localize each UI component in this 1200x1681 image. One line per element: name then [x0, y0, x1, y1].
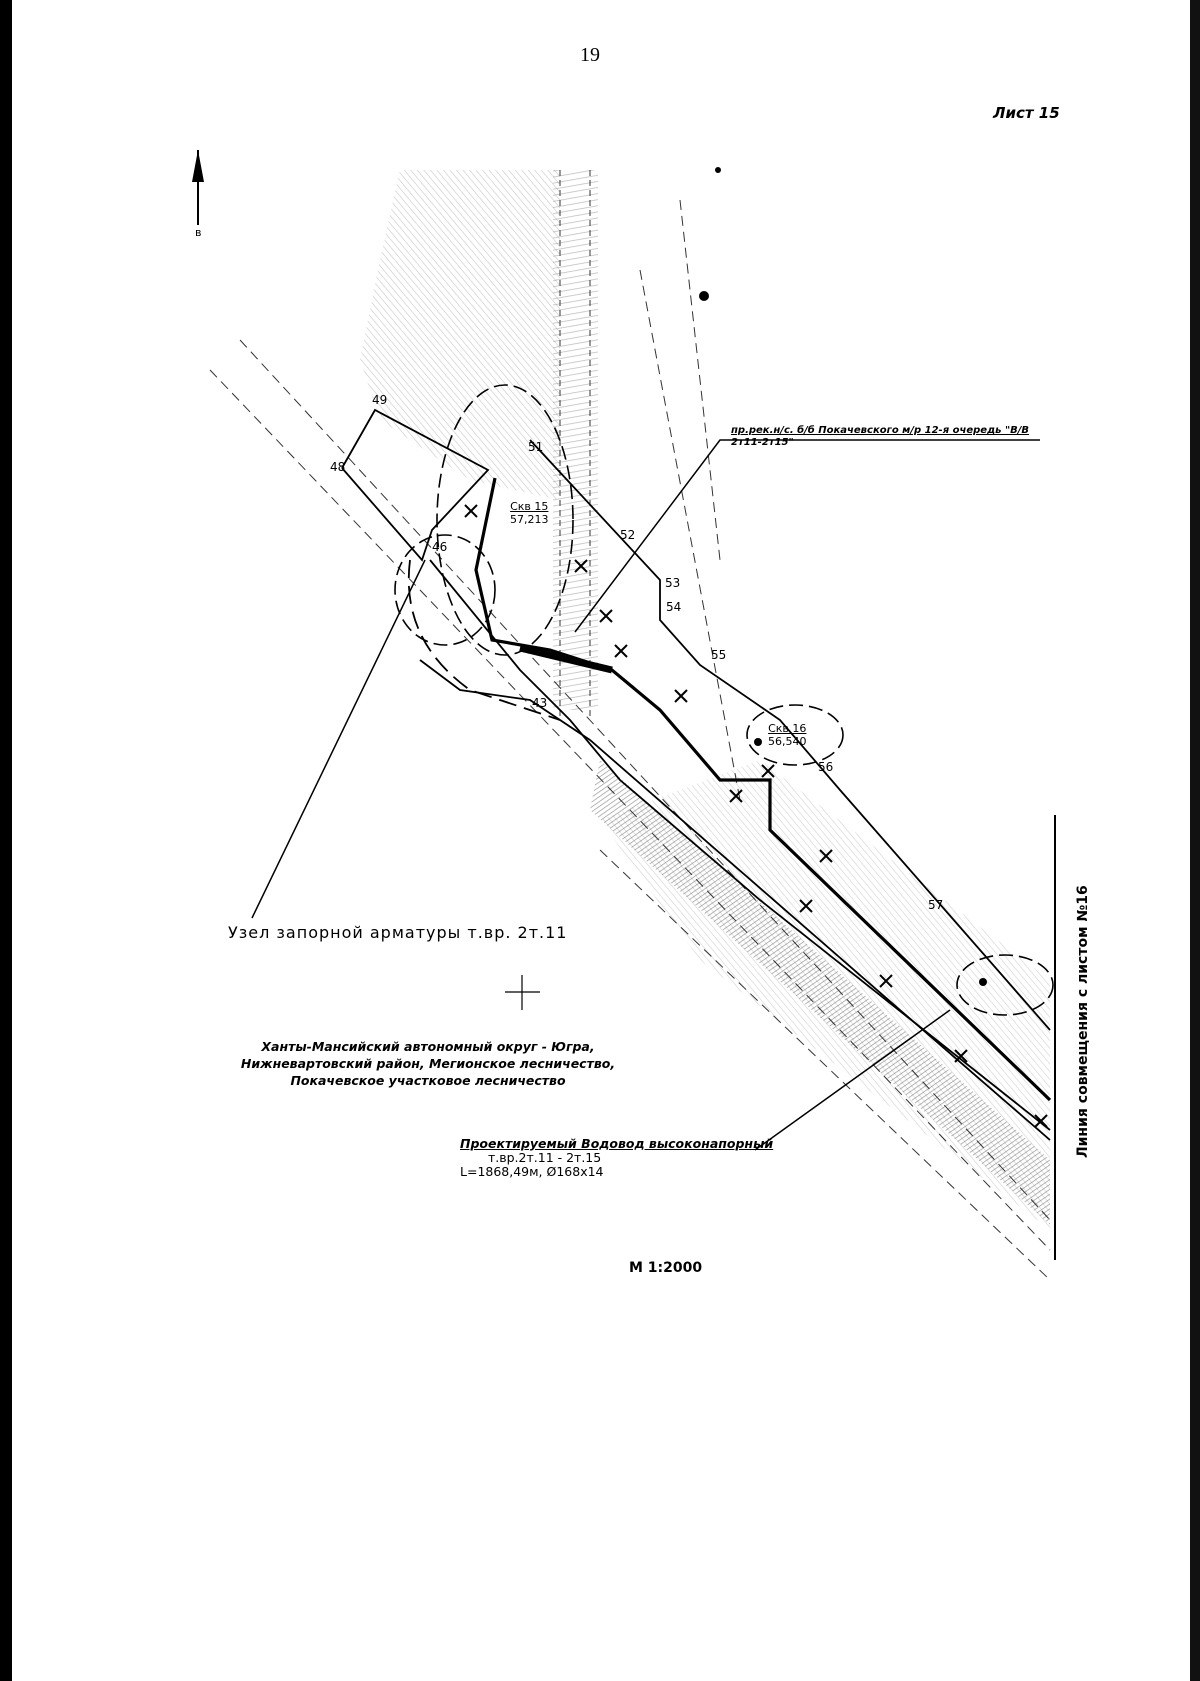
page-number: 19	[580, 44, 600, 66]
pipeline-segment: т.вр.2т.11 - 2т.15	[488, 1150, 602, 1165]
region-line: Нижневартовский район, Мегионское лесничество,	[240, 1056, 616, 1071]
svg-text:в: в	[195, 226, 202, 239]
sheet-label: Лист 15	[993, 104, 1060, 122]
point-label: 53	[665, 576, 681, 590]
pipeline-spec: L=1868,49м, Ø168х14	[460, 1164, 604, 1179]
point-label: 55	[711, 648, 727, 662]
well-name: Скв 16	[768, 722, 807, 735]
well-depth: 56,540	[768, 735, 807, 748]
region-description	[238, 1038, 618, 1089]
crosshair-marker	[505, 975, 540, 1010]
valve-node-label: Узел запорной арматуры т.вр. 2т.11	[228, 923, 568, 942]
production-line-title: пр.рек.н/с. б/б Покачевского м/р 12-я очередь "В/В	[731, 425, 1030, 436]
point-label: 49	[372, 393, 388, 407]
region-line: Ханты-Мансийский автономный округ - Югра,	[261, 1039, 595, 1054]
north-arrow-icon	[192, 150, 204, 239]
pipeline-legend	[460, 1137, 773, 1179]
point-label: 46	[432, 540, 448, 554]
point-label: 56	[818, 760, 834, 774]
point-label: 48	[330, 460, 346, 474]
point-label: 54	[666, 600, 682, 614]
scale-label: М 1:2000	[629, 1260, 703, 1276]
match-line-label: Линия совмещения с листом №16	[1075, 885, 1091, 1158]
production-line-label	[731, 425, 1029, 449]
production-line-sub: 2т11-2т15"	[731, 437, 794, 448]
well-depth: 57,213	[510, 513, 549, 526]
well-label	[768, 722, 807, 748]
point-label: 51	[528, 440, 544, 454]
region-line: Покачевское участковое лесничество	[290, 1073, 566, 1088]
point-label: 57	[928, 898, 944, 912]
point-label: 52	[620, 528, 636, 542]
pipeline-title: Проектируемый Водовод высоконапорный	[460, 1136, 774, 1151]
point-label: 43	[532, 696, 548, 710]
well-label	[510, 500, 549, 526]
well-name: Скв 15	[510, 500, 549, 513]
